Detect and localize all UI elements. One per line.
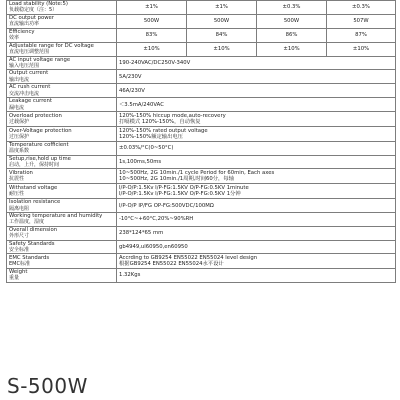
label-en: Setup,rise,hold up time xyxy=(9,155,71,162)
row-label xyxy=(7,212,117,226)
label-cn: 外形尺寸 xyxy=(9,233,30,240)
row-label xyxy=(7,199,117,213)
label-cn: 抗震性 xyxy=(9,176,25,183)
label-cn: 过载保护 xyxy=(9,119,30,126)
value-line: 5A/230V xyxy=(119,73,142,80)
label-en: Vibration xyxy=(9,170,33,177)
label-en: Working temperature and humidity xyxy=(9,213,103,220)
spec-value xyxy=(117,254,396,269)
label-en: Withstand voltage xyxy=(9,185,58,192)
label-cn: 安全标准 xyxy=(9,246,30,253)
table-row xyxy=(7,42,396,56)
table-row xyxy=(7,155,396,169)
row-label xyxy=(7,14,117,28)
label-cn: 启动，上升，保持时间 xyxy=(9,162,60,169)
value-line: ±0.03%/°C(0~50°C) xyxy=(119,145,174,152)
label-en: EMC Standards xyxy=(9,254,50,261)
cell-value: ±1% xyxy=(117,1,187,15)
value-line: 根据GB9254 EN55022 EN55024水平设计 xyxy=(119,261,224,268)
value-line: -10°C~+60°C,20%~90%RH xyxy=(119,216,194,223)
row-label xyxy=(7,226,117,240)
value-line: I/P-O/P:1.5Kv I/P-FG:1.5KV O/P-FG:0.5KV 1分钟 xyxy=(119,191,241,198)
label-cn: 温度系数 xyxy=(9,148,30,155)
cell-value: ±0.3% xyxy=(257,1,327,15)
cell-value: 86% xyxy=(257,28,327,42)
table-row xyxy=(7,1,396,15)
label-cn: 过压保护 xyxy=(9,134,30,141)
row-label xyxy=(7,169,117,184)
spec-value xyxy=(117,212,396,226)
value-line: 打嗝模式 120%-150%，自动恢复 xyxy=(119,119,201,126)
label-en: Safety Standards xyxy=(9,240,55,247)
row-label xyxy=(7,28,117,42)
cell-value: 500W xyxy=(117,14,187,28)
value-line: 120%-150% hiccup mode,auto-recovery xyxy=(119,112,226,119)
cell-value: ±1% xyxy=(187,1,257,15)
table-row xyxy=(7,84,396,98)
value-line: ＜3.5mA/240VAC xyxy=(119,101,164,108)
table-row xyxy=(7,269,396,283)
spec-value xyxy=(117,142,396,156)
spec-value xyxy=(117,269,396,283)
spec-value xyxy=(117,240,396,254)
row-label xyxy=(7,98,117,112)
cell-value: 84% xyxy=(187,28,257,42)
spec-table xyxy=(6,0,396,283)
label-en: Overall dimension xyxy=(9,226,58,233)
cell-value: 500W xyxy=(257,14,327,28)
spec-value xyxy=(117,169,396,184)
value-line: Accrding to GB9254 EN55022 EN55024 level design xyxy=(119,254,258,261)
label-cn: 交流冲击电流 xyxy=(9,90,40,97)
label-en: Temperature cofficient xyxy=(9,142,69,149)
spec-value xyxy=(117,98,396,112)
table-row xyxy=(7,226,396,240)
table-row xyxy=(7,212,396,226)
value-line: 120%-150%额定输出电压 xyxy=(119,134,183,141)
value-line: I/P-O/P IP/FG OP-FG:500VDC/100MΩ xyxy=(119,202,214,209)
row-label xyxy=(7,1,117,15)
table-row xyxy=(7,169,396,184)
spec-value xyxy=(117,127,396,142)
label-cn: 漏电流 xyxy=(9,104,25,111)
table-row xyxy=(7,98,396,112)
label-en: AC rush current xyxy=(9,84,51,91)
label-en: Leakage current xyxy=(9,98,52,105)
spec-value xyxy=(117,56,396,70)
spec-value xyxy=(117,112,396,127)
label-cn: 直流输出功率 xyxy=(9,21,40,28)
label-cn: EMC标准 xyxy=(9,261,30,268)
row-label xyxy=(7,254,117,269)
spec-value xyxy=(117,70,396,84)
label-en: Over-Voltage protection xyxy=(9,127,72,134)
per-model-rows xyxy=(7,1,396,57)
table-row xyxy=(7,142,396,156)
label-cn: 耐压性 xyxy=(9,191,25,198)
value-line: 120%-150% rated output voltage xyxy=(119,127,208,134)
table-row xyxy=(7,70,396,84)
row-label xyxy=(7,42,117,56)
table-row xyxy=(7,14,396,28)
cell-value: ±10% xyxy=(327,42,396,56)
label-en: Overload protection xyxy=(9,112,62,119)
label-en: Weight xyxy=(9,269,28,276)
table-row xyxy=(7,240,396,254)
cell-value: ±10% xyxy=(117,42,187,56)
label-cn: 负载稳定度（注：5） xyxy=(9,7,58,14)
row-label xyxy=(7,127,117,142)
cell-value: 500W xyxy=(187,14,257,28)
value-line: I/P-O/P:1.5Kv I/P-FG:1.5KV O/P-FG:0.5KV 1minute xyxy=(119,185,249,192)
row-label xyxy=(7,56,117,70)
label-en: Adjustable range for DC voltage xyxy=(9,42,94,49)
spec-value xyxy=(117,155,396,169)
table-row xyxy=(7,28,396,42)
value-line: 238*124*65 mm xyxy=(119,230,164,237)
row-label xyxy=(7,240,117,254)
table-row xyxy=(7,127,396,142)
value-line: 10~500Hz, 2G 10min./1 cycle Period for 60min, Each axes xyxy=(119,170,275,177)
table-row xyxy=(7,254,396,269)
row-label xyxy=(7,184,117,199)
label-en: Efficiency xyxy=(9,28,35,35)
label-en: AC input voltage range xyxy=(9,56,71,63)
spec-value xyxy=(117,184,396,199)
label-cn: 直流电压调整范围 xyxy=(9,49,50,56)
label-en: Isolation resistance xyxy=(9,199,61,206)
row-label xyxy=(7,70,117,84)
label-cn: 输入电压范围 xyxy=(9,62,40,69)
value-line: 10~500Hz, 2G 10min./1周期,时间60分，每轴 xyxy=(119,176,234,183)
cell-value: ±0.3% xyxy=(327,1,396,15)
row-label xyxy=(7,155,117,169)
label-cn: 隔离电阻 xyxy=(9,205,30,212)
value-line: 1.32Kgs xyxy=(119,272,141,279)
cell-value: 87% xyxy=(327,28,396,42)
spec-value xyxy=(117,84,396,98)
cell-value: ±10% xyxy=(187,42,257,56)
cell-value: 83% xyxy=(117,28,187,42)
label-cn: 效率 xyxy=(9,35,20,42)
spec-value xyxy=(117,226,396,240)
value-line: 46A/230V xyxy=(119,87,145,94)
table-row xyxy=(7,199,396,213)
row-label xyxy=(7,269,117,283)
row-label xyxy=(7,112,117,127)
row-label xyxy=(7,84,117,98)
label-en: DC output power xyxy=(9,14,54,21)
cell-value: 507W xyxy=(327,14,396,28)
row-label xyxy=(7,142,117,156)
value-line: 190-240VAC/DC250V-340V xyxy=(119,59,191,66)
label-cn: 重量 xyxy=(9,275,20,282)
value-line: 1s,100ms,50ms xyxy=(119,158,162,165)
table-row xyxy=(7,112,396,127)
value-line: gb4949,ul60950,en60950 xyxy=(119,243,188,250)
shared-spec-rows xyxy=(7,56,396,282)
cell-value: ±10% xyxy=(257,42,327,56)
model-title: S-500W xyxy=(7,374,88,398)
label-en: Output current xyxy=(9,70,49,77)
label-cn: 工作温度，湿度 xyxy=(9,219,45,226)
label-en: Load stability (Note:5) xyxy=(9,1,68,7)
table-row xyxy=(7,56,396,70)
label-cn: 输出电流 xyxy=(9,76,30,83)
spec-value xyxy=(117,199,396,213)
table-row xyxy=(7,184,396,199)
